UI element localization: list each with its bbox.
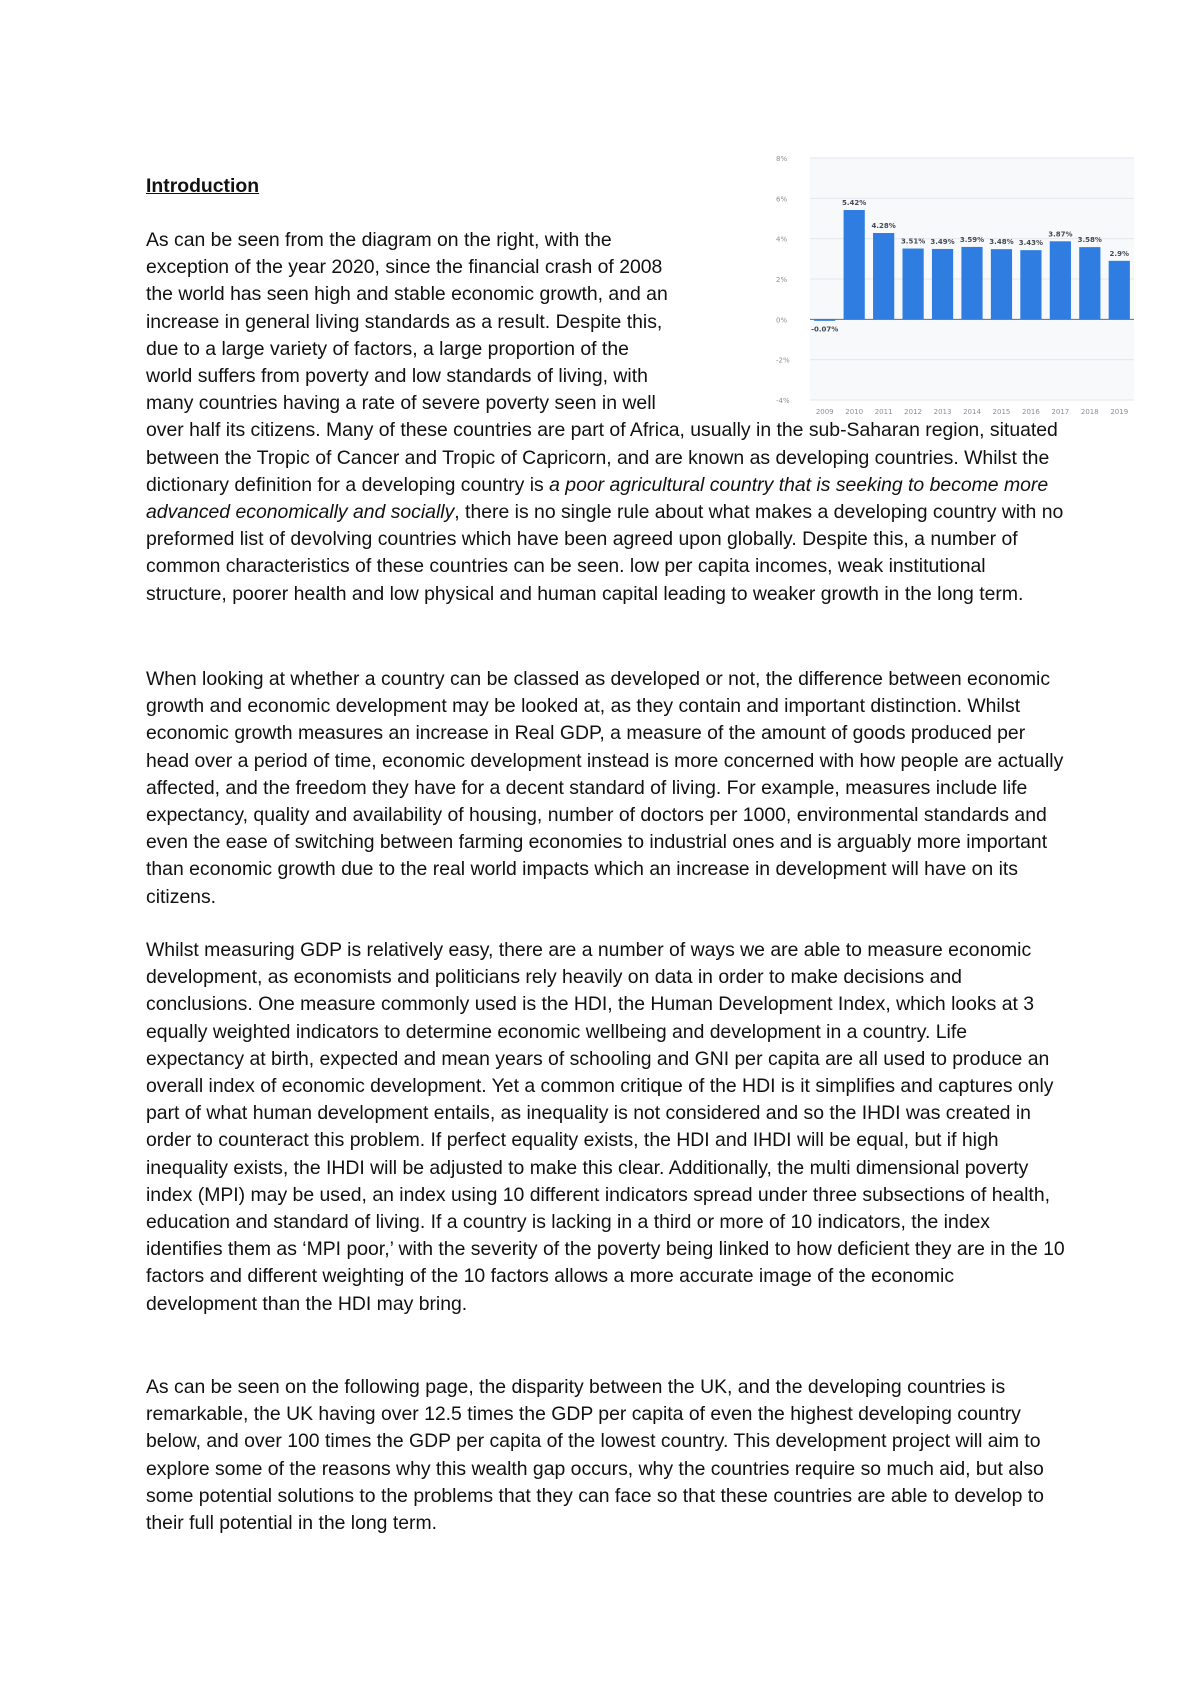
y-tick-label: -4%: [776, 397, 790, 405]
disparity-paragraph: As can be seen on the following page, the disparity between the UK, and the developing countries is remarkable, the UK having over 12.5 times the GDP per capita of even the highest developing country below, and over 100 times the GDP per capita of the lowest country. This development project will aim to explore some of the reasons why this wealth gap occurs, why the countries require so much aid, but also some potential solutions to the problems that they can face so that these countries are able to develop to their full potential in the long term.: [146, 1376, 1044, 1535]
data-label: 3.59%: [959, 235, 985, 244]
x-tick-label: 2016: [1021, 408, 1040, 416]
data-label: 3.58%: [1077, 236, 1102, 245]
data-label: 3.87%: [1048, 230, 1073, 239]
x-tick-label: 2010: [845, 408, 864, 416]
x-tick-label: 2009: [815, 408, 834, 416]
y-tick-label: 2%: [776, 276, 788, 284]
data-label: 3.51%: [900, 237, 926, 246]
data-label: 5.42%: [842, 199, 867, 208]
intro-paragraph: [146, 227, 1066, 608]
y-tick-label: 8%: [776, 155, 788, 163]
data-label: 3.49%: [930, 237, 955, 246]
x-tick-label: 2018: [1080, 408, 1099, 416]
data-label: 3.43%: [1018, 239, 1044, 248]
measuring-development-paragraph: Whilst measuring GDP is relatively easy, there are a number of ways we are able to measure economic development, as economists and politicians rely heavily on data in order to make decisions and conclusions. One measure commonly used is the HDI, the Human Development Index, which looks at 3 equally weighted indicators to determine economic wellbeing and development in a country. Life expectancy at birth, expected and mean years of schooling and GNI per capita are all used to produce an overall index of economic development. Yet a common critique of the HDI is it simplifies and captures only part of what human development entails, as inequality is not considered and so the IHDI was created in order to counteract this problem. If perfect equality exists, the HDI and IHDI will be equal, but if high inequality exists, the IHDI will be adjusted to make this clear. Additionally, the multi dimensional poverty index (MPI) may be used, an index using 10 different indicators spread under three subsections of health, education and standard of living. If a country is lacking in a third or more of 10 indicators, the index identifies them as ‘MPI poor,’ with the severity of the poverty being linked to how deficient they are in the 10 factors and different weighting of the 10 factors allows a more accurate image of the economic development than the HDI may bring.: [146, 939, 1065, 1315]
data-label: 3.48%: [989, 238, 1014, 247]
x-tick-label: 2019: [1110, 408, 1129, 416]
definition-italic: a poor agricultural country that is seeking to become more advanced economically and socially: [146, 473, 1049, 524]
growth-vs-development-paragraph: When looking at whether a country can be classed as developed or not, the difference between economic growth and economic development may be looked at, as they contain and important distinction. Whilst economic growth measures an increase in Real GDP, a measure of the amount of goods produced per head over a period of time, economic development instead is more concerned with how people are actually affected, and the freedom they have for a decent standard of living. For example, measures include life expectancy, quality and availability of housing, number of doctors per 1000, environmental standards and even the ease of switching between farming economies to industrial ones and is arguably more important than economic growth due to the real world impacts which an increase in development will have on its citizens.: [146, 668, 1064, 908]
x-tick-label: 2011: [874, 408, 893, 416]
y-tick-label: 4%: [776, 235, 788, 244]
y-tick-label: -2%: [776, 356, 790, 365]
data-label: 4.28%: [871, 222, 896, 231]
section-heading: Introduction: [146, 175, 260, 197]
bar: [1079, 247, 1100, 319]
x-tick-label: 2014: [963, 408, 981, 416]
intro-text-part-1: As can be seen from the diagram on the right, with the exception of the year 2020, since the financial crash of 2008 the world has seen high and stable economic growth, and an increase in general living standards as a result. Despite this, due to a large variety of factors, a large proportion of the world suffers from poverty and low standards of living, with many countries having a rate of severe poverty seen in well over half its citizens. Many of these countries are part of Africa, usually in the sub-Saharan region, situated between the Tropic of Cancer and Tropic of Capricorn, and are known as developing countries. Whilst the dictionary definition for a developing country is: [146, 229, 1058, 496]
intro-text-part-2: , there is no single rule about what makes a developing country with no preformed list of devolving countries which have been agreed upon globally. Despite this, a number of common characteristics of these countries can be seen. low per capita incomes, weak institutional structure, poorer health and low physical and human capital leading to weaker growth in the long term.: [146, 501, 1064, 605]
data-label: -0.07%: [811, 325, 839, 334]
x-tick-label: 2012: [904, 408, 923, 416]
data-label: 2.9%: [1109, 249, 1129, 258]
x-tick-label: 2013: [933, 408, 952, 416]
bar: [1109, 261, 1130, 319]
y-tick-label: 6%: [776, 195, 788, 204]
x-tick-label: 2015: [992, 408, 1011, 416]
x-tick-label: 2017: [1051, 408, 1070, 416]
y-tick-label: 0%: [776, 316, 788, 325]
chart-float-spacer: [671, 227, 1066, 417]
